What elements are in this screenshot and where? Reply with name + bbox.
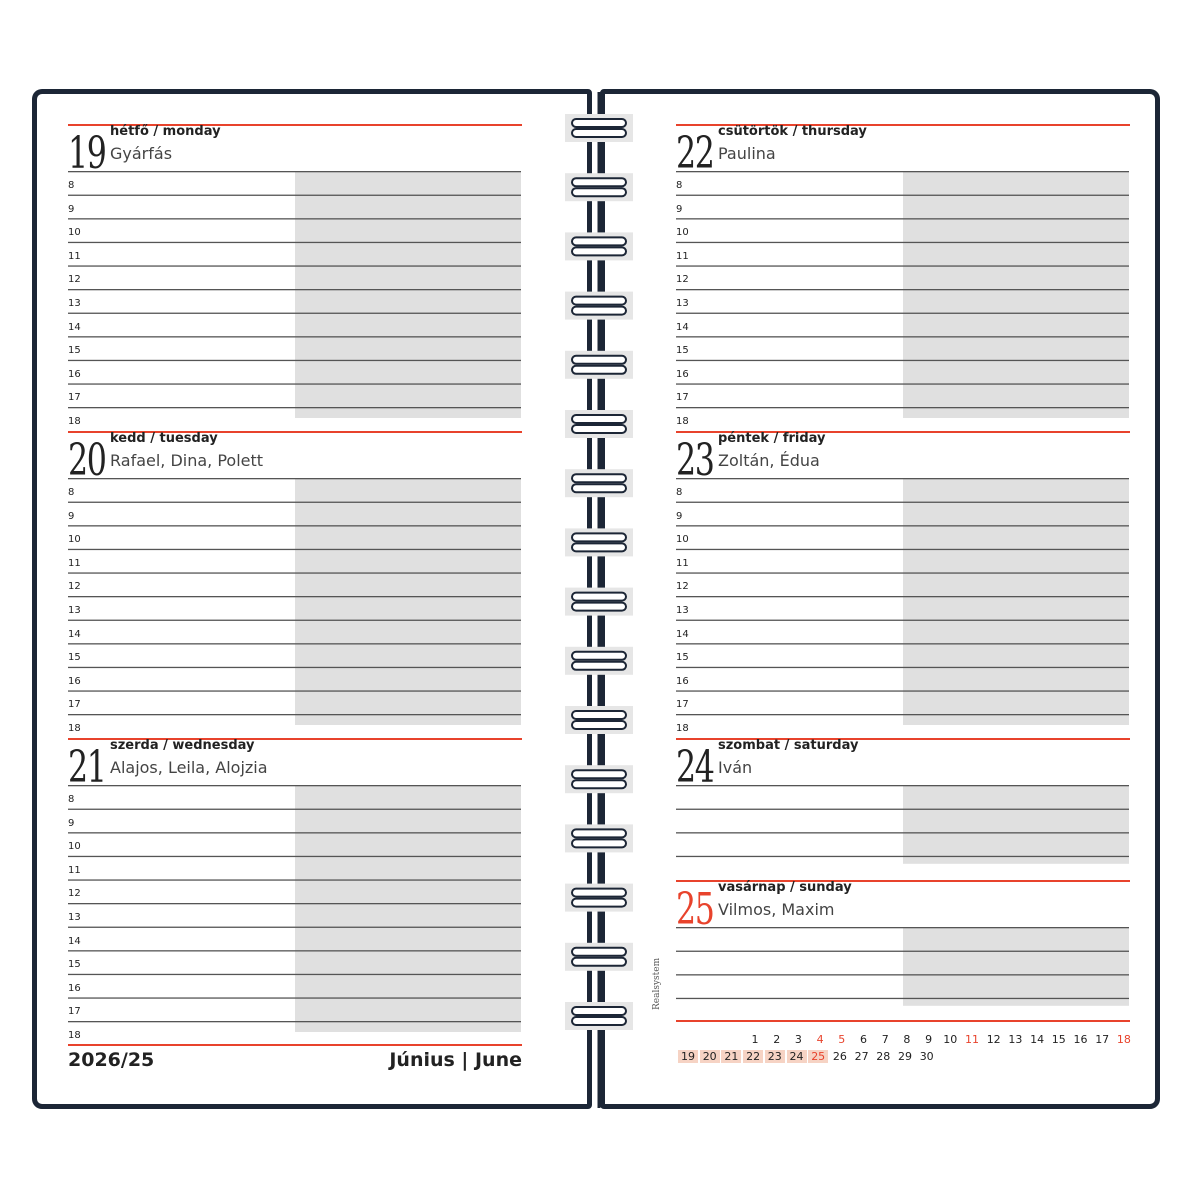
mini-calendar-day: 26: [832, 1050, 847, 1063]
hour-label: 14: [676, 628, 689, 640]
hour-label: 15: [68, 652, 81, 664]
hour-label: 11: [68, 557, 81, 569]
hour-label: 16: [68, 368, 81, 380]
name-day: Alajos, Leila, Alojzia: [110, 758, 268, 777]
binding-ring: [572, 948, 626, 956]
mini-calendar-day: 3: [794, 1033, 802, 1046]
hour-label: 11: [68, 864, 81, 876]
hour-label: 14: [676, 321, 689, 333]
binding-ring: [572, 770, 626, 778]
week-number: 25: [127, 1049, 155, 1071]
name-day: Rafael, Dina, Polett: [110, 451, 264, 470]
day-name: hétfő / monday: [110, 124, 221, 139]
mini-calendar-day: 19: [678, 1050, 698, 1063]
binding-ring: [572, 356, 626, 364]
hour-label: 15: [68, 345, 81, 357]
mini-calendar-day: 28: [876, 1050, 891, 1063]
mini-calendar-day: 13: [1008, 1033, 1023, 1046]
year-text: 2026/: [68, 1049, 128, 1071]
mini-calendar-day: 4: [816, 1033, 824, 1046]
day-number: 20: [68, 435, 106, 486]
hour-label: 17: [68, 392, 81, 404]
hour-label: 9: [68, 817, 75, 829]
hour-label: 14: [68, 321, 81, 333]
binding-ring: [572, 1007, 626, 1015]
mini-calendar-day: 29: [898, 1050, 912, 1063]
hour-label: 14: [68, 935, 81, 947]
hour-label: 18: [676, 723, 689, 734]
hour-label: 11: [676, 557, 689, 569]
hour-label: 17: [676, 392, 689, 404]
hour-label: 13: [68, 298, 81, 309]
binding-ring: [572, 652, 626, 660]
binding-ring: [572, 119, 626, 127]
mini-calendar-day: 6: [860, 1033, 867, 1046]
name-day: Gyárfás: [110, 144, 173, 163]
mini-calendar-day: 5: [838, 1033, 846, 1046]
binding-ring: [572, 543, 626, 551]
name-day: Zoltán, Édua: [718, 451, 820, 470]
hour-label: 15: [68, 959, 81, 971]
day-name: kedd / tuesday: [110, 431, 218, 446]
day-name: szombat / saturday: [718, 738, 859, 753]
day-number: 22: [676, 128, 714, 179]
binding-ring: [572, 188, 626, 196]
hour-label: 12: [68, 274, 81, 286]
mini-calendar-day: 7: [881, 1033, 889, 1046]
binding-ring: [572, 721, 626, 729]
name-day: Iván: [718, 758, 753, 777]
day-name: vasárnap / sunday: [718, 880, 852, 895]
hour-label: 11: [68, 250, 81, 262]
hour-label: 10: [676, 534, 689, 546]
mini-calendar-day: 21: [721, 1050, 741, 1063]
binding-ring: [572, 899, 626, 907]
mini-calendar-day: 20: [700, 1050, 720, 1063]
mini-calendar-day: 24: [787, 1050, 807, 1063]
hour-label: 8: [676, 180, 683, 191]
brand-logo: Realsystem: [652, 957, 662, 1010]
day-name: péntek / friday: [718, 431, 826, 446]
binding-ring: [572, 711, 626, 719]
binding-ring: [572, 425, 626, 433]
binding-ring: [572, 237, 626, 245]
mini-calendar-day: 2: [773, 1033, 781, 1046]
hour-label: 17: [676, 699, 689, 711]
mini-calendar-day: 12: [986, 1033, 1001, 1046]
mini-calendar-day: 1: [751, 1033, 759, 1046]
binding-ring: [572, 780, 626, 788]
mini-calendar-day: 14: [1030, 1033, 1045, 1046]
mini-calendar-day: 25: [808, 1050, 828, 1063]
name-day: Paulina: [718, 144, 776, 163]
day-number: 21: [68, 742, 106, 793]
mini-calendar-day: 9: [925, 1033, 933, 1046]
binding-ring: [572, 366, 626, 374]
hour-label: 15: [676, 652, 689, 664]
binding-ring: [572, 129, 626, 137]
hour-label: 15: [676, 345, 689, 357]
hour-label: 14: [68, 628, 81, 640]
hour-label: 10: [68, 227, 81, 239]
mini-calendar-day: 16: [1073, 1033, 1088, 1046]
hour-label: 9: [68, 203, 75, 215]
binding-ring: [572, 889, 626, 897]
binding-ring: [572, 297, 626, 305]
mini-calendar-day: 23: [765, 1050, 785, 1063]
hour-label: 12: [676, 581, 689, 593]
hour-label: 18: [68, 416, 81, 427]
day-name: csütörtök / thursday: [718, 124, 867, 139]
hour-label: 17: [68, 1006, 81, 1018]
hour-label: 16: [676, 675, 689, 687]
binding-ring: [572, 662, 626, 670]
hour-label: 12: [68, 581, 81, 593]
day-name: szerda / wednesday: [110, 738, 255, 753]
mini-calendar-day: 18: [1116, 1033, 1131, 1046]
mini-calendar-day: 10: [943, 1033, 958, 1046]
hour-label: 10: [676, 227, 689, 239]
hour-label: 16: [68, 675, 81, 687]
binding-ring: [572, 484, 626, 492]
binding-ring: [572, 958, 626, 966]
day-number: 23: [676, 435, 714, 486]
binding-ring: [572, 593, 626, 601]
bottom-separator: [676, 1020, 1130, 1022]
binding-ring: [572, 533, 626, 541]
bottom-separator: [68, 1044, 522, 1046]
hour-label: 16: [68, 982, 81, 994]
binding-ring: [572, 247, 626, 255]
hour-label: 9: [68, 510, 75, 522]
binding-ring: [572, 839, 626, 847]
hour-label: 13: [676, 298, 689, 309]
mini-calendar-day: 8: [903, 1033, 911, 1046]
hour-label: 13: [676, 605, 689, 616]
binding-ring: [572, 307, 626, 315]
hour-label: 16: [676, 368, 689, 380]
day-number: 25: [676, 884, 714, 935]
hour-label: 8: [676, 487, 683, 498]
binding-ring: [572, 415, 626, 423]
hour-label: 12: [676, 274, 689, 286]
hour-label: 18: [68, 1030, 81, 1041]
hour-label: 8: [68, 487, 75, 498]
mini-calendar-day: 22: [743, 1050, 763, 1063]
hour-label: 10: [68, 534, 81, 546]
mini-calendar-day: 30: [919, 1050, 934, 1063]
binding-ring: [572, 474, 626, 482]
hour-label: 13: [68, 912, 81, 923]
binding-ring: [572, 603, 626, 611]
hour-label: 8: [68, 794, 75, 805]
hour-label: 9: [676, 203, 683, 215]
hour-label: 9: [676, 510, 683, 522]
binding-ring: [572, 829, 626, 837]
mini-calendar-day: 17: [1095, 1033, 1110, 1046]
binding-ring: [572, 178, 626, 186]
day-number: 19: [68, 128, 106, 179]
month-label: Június | June: [389, 1049, 522, 1071]
binding-ring: [572, 1017, 626, 1025]
hour-label: 17: [68, 699, 81, 711]
hour-label: 18: [676, 416, 689, 427]
mini-calendar-day: 27: [854, 1050, 869, 1063]
hour-label: 8: [68, 180, 75, 191]
hour-label: 18: [68, 723, 81, 734]
name-day: Vilmos, Maxim: [718, 900, 835, 919]
mini-calendar-day: 11: [965, 1033, 979, 1046]
hour-label: 11: [676, 250, 689, 262]
hour-label: 10: [68, 841, 81, 853]
day-number: 24: [676, 742, 714, 793]
hour-label: 13: [68, 605, 81, 616]
hour-label: 12: [68, 888, 81, 900]
mini-calendar-day: 15: [1051, 1033, 1066, 1046]
